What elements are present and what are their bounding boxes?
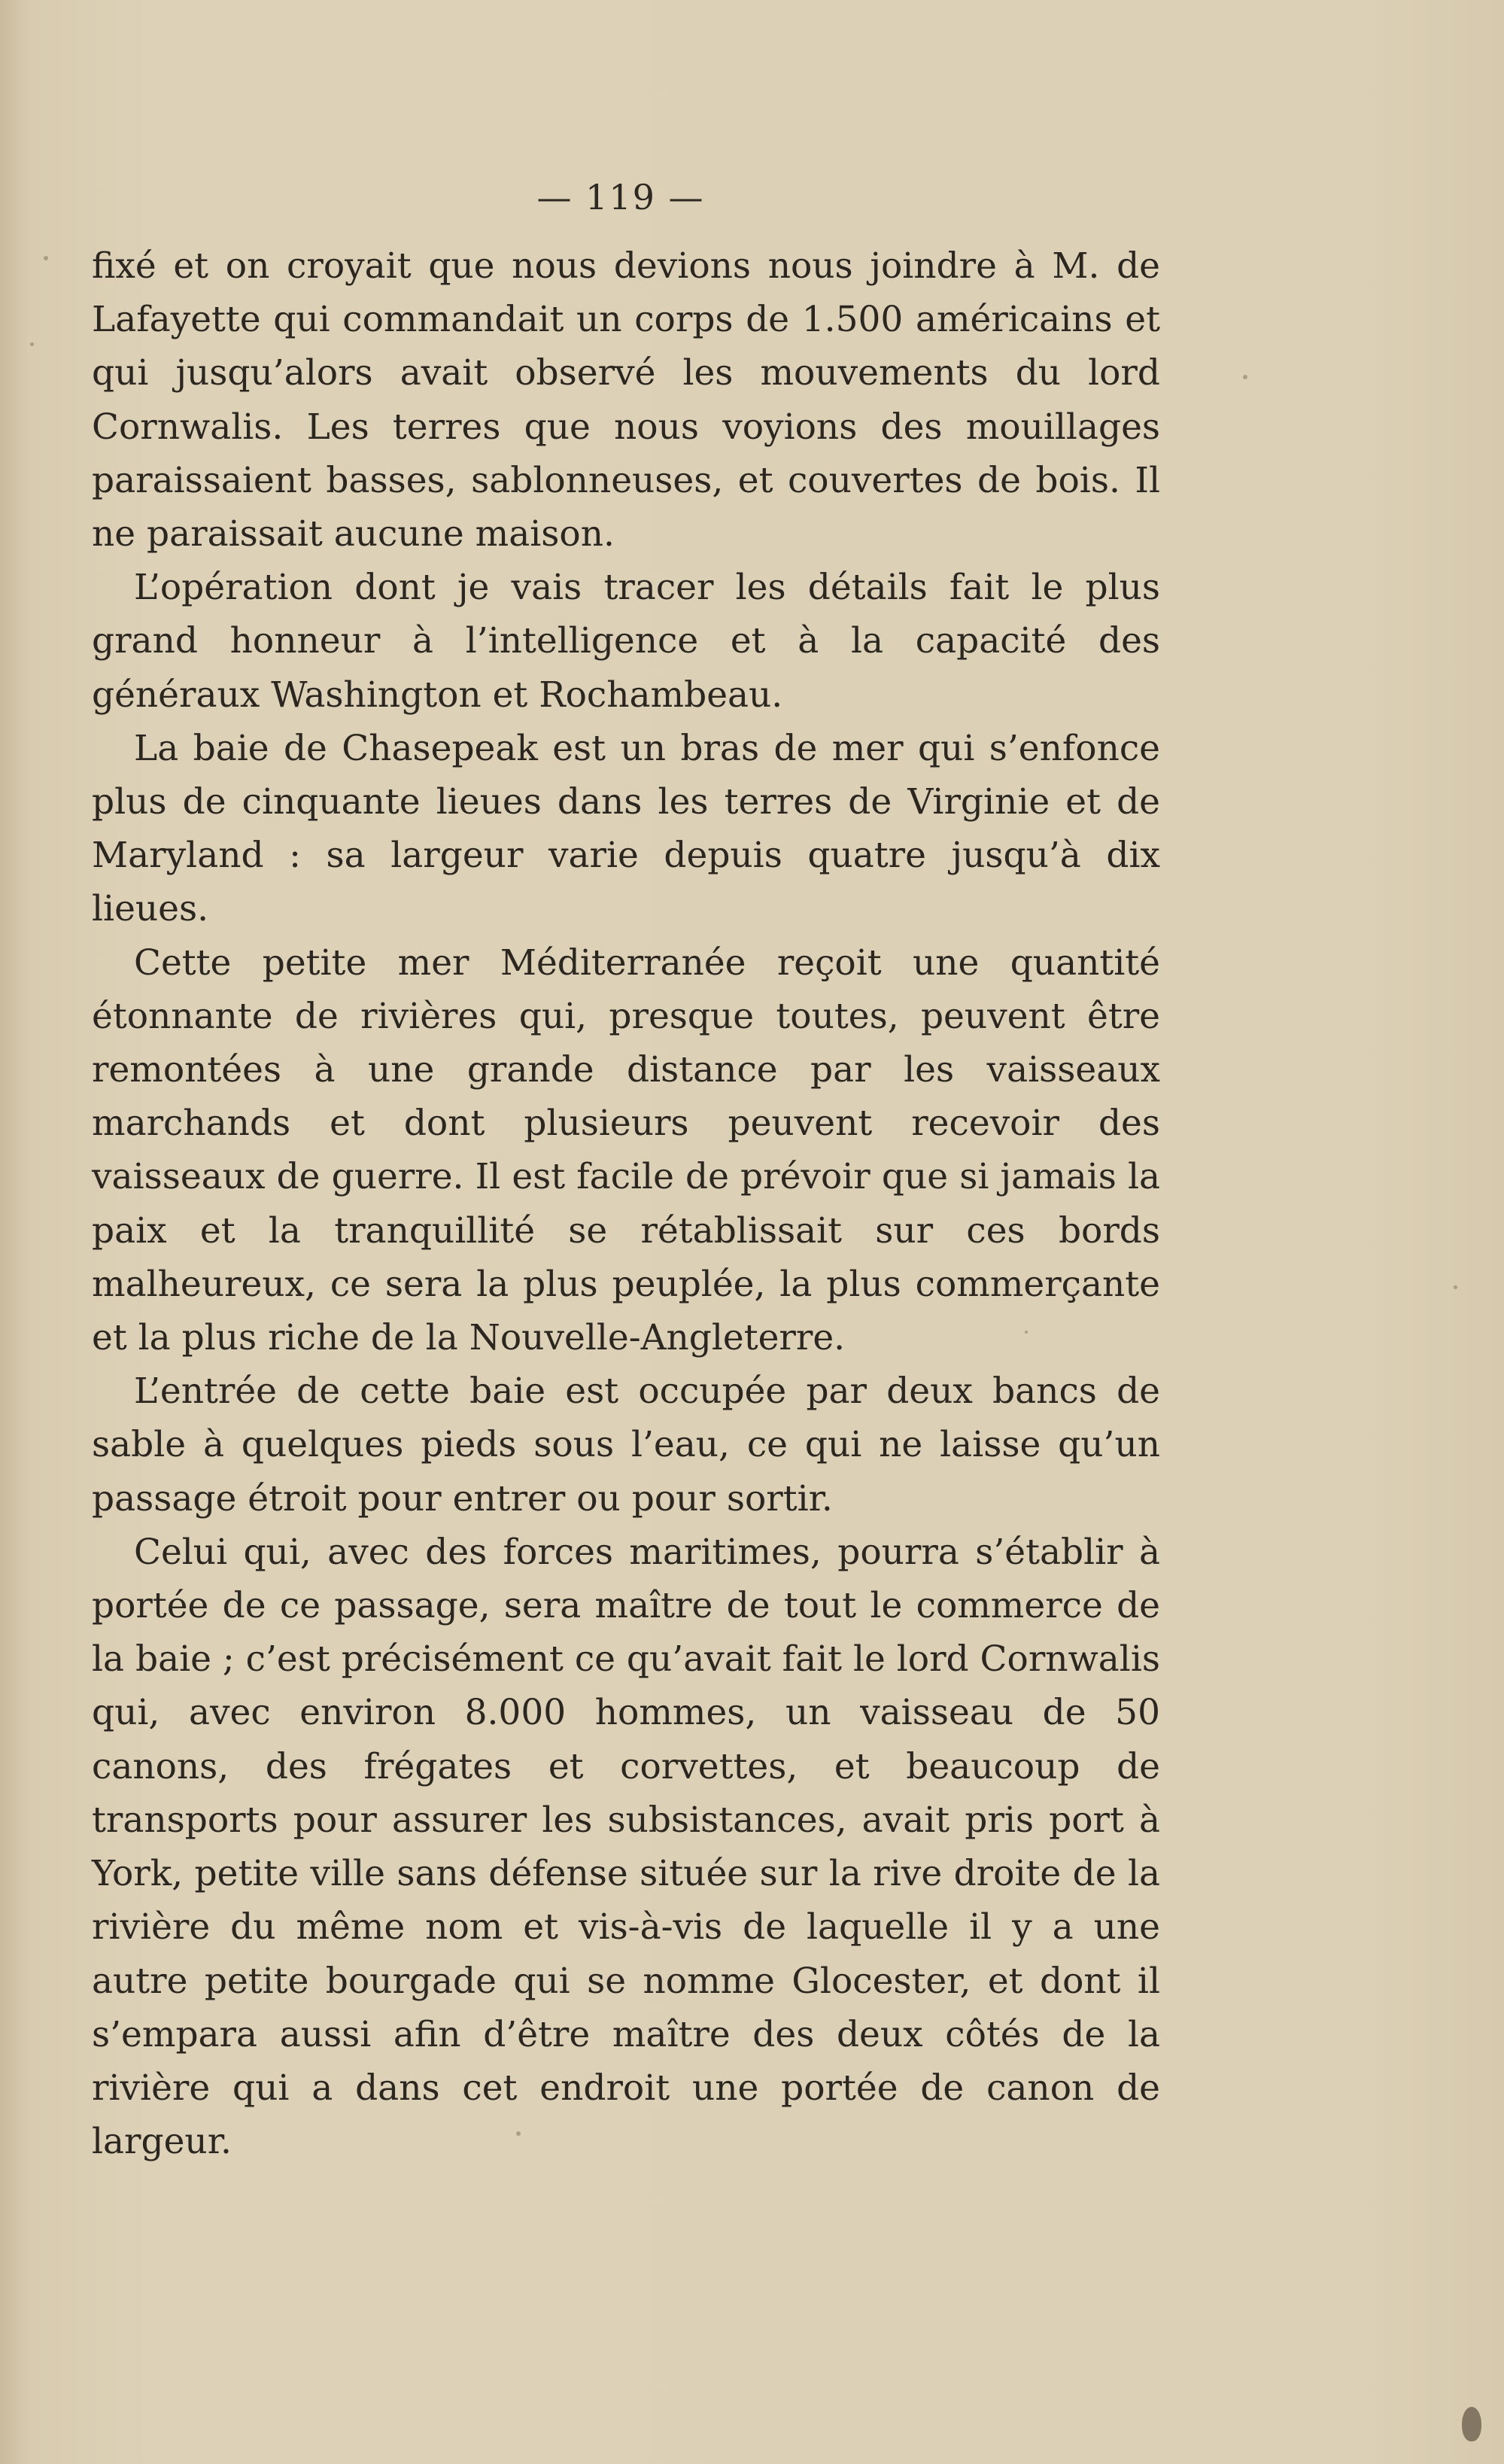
paragraph-operation: L’opération dont je vais tracer les détails fait le plus grand honneur à l’intelligence et à la capacité des généraux Washington et Rochambeau. (92, 567, 1160, 716)
body-text (92, 239, 1160, 2168)
corner-stain (1462, 2407, 1481, 2441)
paper-speck (1025, 1331, 1028, 1334)
paragraph-cornwalis: Celui qui, avec des forces maritimes, pourra s’établir à portée de ce passage, sera maître de tout le commerce de la baie ; c’est précisément ce qu’avait fait le lord Cornwalis qui, avec environ 8.000 hommes, un vaisseau de 50 canons, des frégates et corvettes, et beaucoup de transports pour assurer les subsistances, avait pris port à York, petite ville sans défense située sur la rive droite de la rivière du même nom et vis-à-vis de laquelle il y a une autre petite bourgade qui se nomme Glocester, et dont il s’empara aussi afin d’être maître des deux côtés de la rivière qui a dans cet endroit une portée de canon de largeur. (92, 1531, 1160, 2163)
paper-speck (1454, 1285, 1457, 1289)
paper-speck (516, 2131, 521, 2136)
paragraph-bay-entrance: L’entrée de cette baie est occupée par deux bancs de sable à quelques pieds sous l’eau, ce qui ne laisse qu’un passage étroit pour entrer ou pour sortir. (92, 1370, 1160, 1519)
paragraph-chesapeake-bay: La baie de Chasepeak est un bras de mer qui s’enfonce plus de cinquante lieues dans les terres de Virginie et de Maryland : sa largeur varie depuis quatre jusqu’à dix lieues. (92, 727, 1160, 930)
paper-speck (1243, 375, 1247, 379)
paper-speck (44, 256, 48, 260)
page-number: — 119 — (536, 177, 705, 218)
paper-speck (30, 342, 34, 346)
paragraph-continuation: fixé et on croyait que nous devions nous joindre à M. de Lafayette qui commandait un corps de 1.500 américains et qui jusqu’alors avait observé les mouvements du lord Cornwalis. Les terres que nous voyions des mouillages paraissaient basses, sablonneuses, et couvertes de bois. Il ne paraissait aucune maison. (92, 245, 1160, 555)
paragraph-mediterranean: Cette petite mer Méditerranée reçoit une quantité étonnante de rivières qui, presque toutes, peuvent être remontées à une grande distance par les vaisseaux marchands et dont plusieurs peuvent recevoir des vaisseaux de guerre. Il est facile de prévoir que si jamais la paix et la tranquillité se rétablissait sur ces bords malheureux, ce sera la plus peuplée, la plus commerçante et la plus riche de la Nouvelle-Angleterre. (92, 941, 1160, 1359)
